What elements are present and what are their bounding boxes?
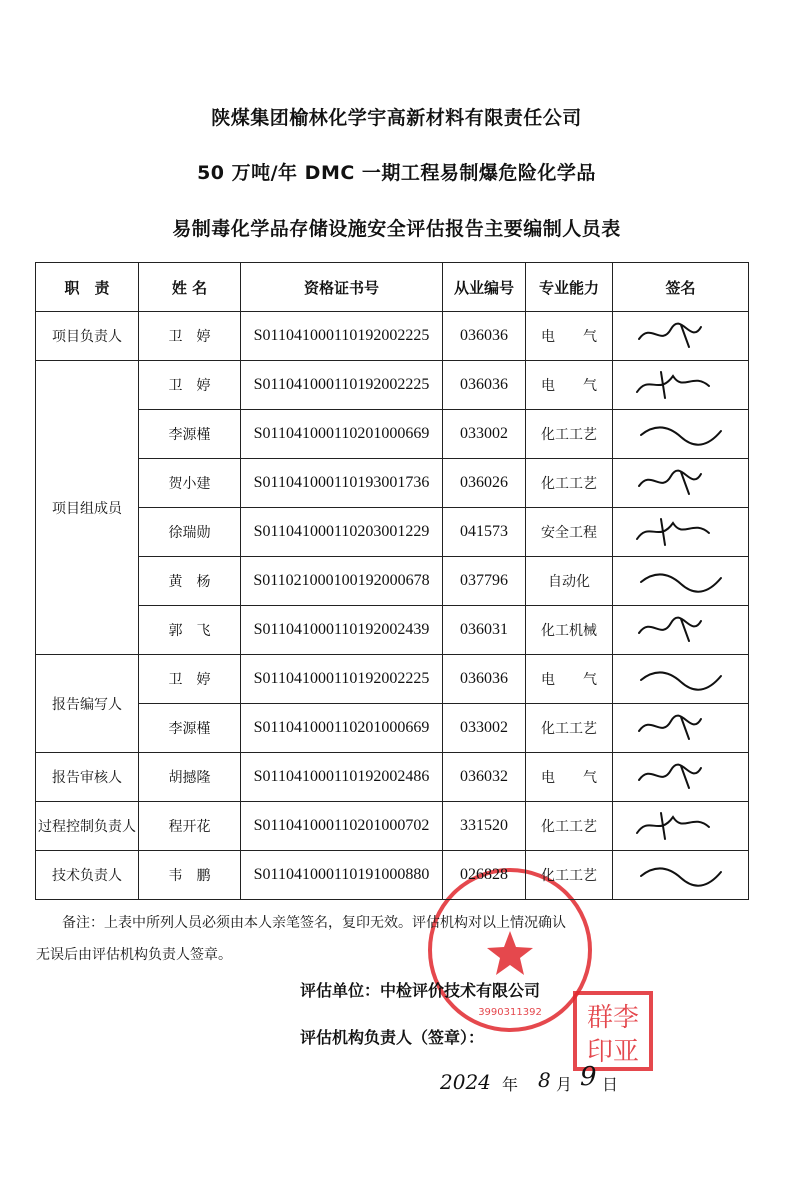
table-row: [36, 802, 749, 851]
handwritten-signature: [631, 856, 731, 894]
staff-table: [35, 262, 749, 900]
cert-number-cell: S011041000110192002225: [241, 655, 443, 704]
skill-cell: 化工机械: [526, 606, 613, 655]
skill-cell: 电 气: [526, 361, 613, 410]
cert-number-cell: S011021000100192000678: [241, 557, 443, 606]
table-row: [36, 312, 749, 361]
name-cell: 黄 杨: [139, 557, 241, 606]
handwritten-signature: [631, 317, 731, 355]
name-cell: 程开花: [139, 802, 241, 851]
svg-text:印亚: 印亚: [586, 1037, 640, 1067]
skill-cell: 化工工艺: [526, 410, 613, 459]
table-row: [36, 557, 749, 606]
practice-number-cell: 036032: [443, 753, 526, 802]
handwritten-signature: [631, 366, 731, 404]
role-cell: 报告编写人: [36, 655, 139, 753]
title-company: 陕煤集团榆林化学宇高新材料有限责任公司: [211, 107, 582, 129]
signature-cell: [613, 802, 749, 851]
column-header: 从业编号: [443, 263, 526, 312]
name-cell: 卫 婷: [139, 655, 241, 704]
practice-number-cell: 037796: [443, 557, 526, 606]
name-cell: 卫 婷: [139, 361, 241, 410]
cert-number-cell: S011041000110191000880: [241, 851, 443, 900]
skill-cell: 化工工艺: [526, 459, 613, 508]
skill-cell: 电 气: [526, 655, 613, 704]
title-table: 易制毒化学品存储设施安全评估报告主要编制人员表: [172, 218, 621, 240]
cert-number-cell: S011041000110201000669: [241, 410, 443, 459]
name-cell: 胡撼隆: [139, 753, 241, 802]
role-cell: 报告审核人: [36, 753, 139, 802]
note-line-2: 无误后由评估机构负责人签章。: [36, 947, 232, 963]
responsible-signature-label: 评估机构负责人（签章）：: [300, 1028, 485, 1047]
name-cell: 韦 鹏: [139, 851, 241, 900]
table-row: [36, 606, 749, 655]
table-row: [36, 704, 749, 753]
date-day-label: 日: [602, 1075, 619, 1094]
table-row: [36, 410, 749, 459]
name-cell: 卫 婷: [139, 312, 241, 361]
table-row: [36, 753, 749, 802]
skill-cell: 化工工艺: [526, 802, 613, 851]
date-month-label: 月: [556, 1075, 573, 1094]
seal-star-icon: [487, 931, 533, 975]
name-cell: 徐瑞勋: [139, 508, 241, 557]
square-personal-seal: [572, 990, 654, 1072]
svg-text:群李: 群李: [586, 1003, 640, 1033]
handwritten-signature: [631, 562, 731, 600]
role-cell: 项目负责人: [36, 312, 139, 361]
skill-cell: 安全工程: [526, 508, 613, 557]
name-cell: 李源槿: [139, 410, 241, 459]
handwritten-signature: [631, 660, 731, 698]
cert-number-cell: S011041000110203001229: [241, 508, 443, 557]
table-header: [36, 263, 749, 312]
signature-cell: [613, 704, 749, 753]
handwritten-signature: [631, 464, 731, 502]
signature-cell: [613, 606, 749, 655]
title-project: 50 万吨/年 DMC 一期工程易制爆危险化学品: [197, 162, 596, 184]
name-cell: 贺小建: [139, 459, 241, 508]
signature-cell: [613, 655, 749, 704]
cert-number-cell: S011041000110192002486: [241, 753, 443, 802]
skill-cell: 电 气: [526, 312, 613, 361]
practice-number-cell: 036026: [443, 459, 526, 508]
practice-number-cell: 036036: [443, 361, 526, 410]
column-header: 签名: [613, 263, 749, 312]
name-cell: 郭 飞: [139, 606, 241, 655]
practice-number-cell: 033002: [443, 410, 526, 459]
date-year: 2024: [440, 1070, 491, 1094]
skill-cell: 自动化: [526, 557, 613, 606]
note-line-1: 备注：上表中所列人员必须由本人亲笔签名，复印无效。评估机构对以上情况确认: [62, 915, 566, 931]
practice-number-cell: 033002: [443, 704, 526, 753]
cert-number-cell: S011041000110192002225: [241, 361, 443, 410]
practice-number-cell: 036036: [443, 655, 526, 704]
signature-cell: [613, 508, 749, 557]
signature-cell: [613, 312, 749, 361]
handwritten-signature: [631, 758, 731, 796]
date-year-label: 年: [502, 1075, 519, 1094]
cert-number-cell: S011041000110193001736: [241, 459, 443, 508]
table-row: [36, 508, 749, 557]
signature-cell: [613, 753, 749, 802]
handwritten-signature: [631, 611, 731, 649]
role-cell: 过程控制负责人: [36, 802, 139, 851]
handwritten-signature: [631, 415, 731, 453]
handwritten-signature: [631, 513, 731, 551]
signature-cell: [613, 557, 749, 606]
name-cell: 李源槿: [139, 704, 241, 753]
column-header: 姓 名: [139, 263, 241, 312]
svg-text:3990311392: 3990311392: [478, 1007, 542, 1018]
table-row: [36, 361, 749, 410]
column-header: 专业能力: [526, 263, 613, 312]
cert-number-cell: S011041000110201000669: [241, 704, 443, 753]
signature-cell: [613, 361, 749, 410]
signature-cell: [613, 410, 749, 459]
practice-number-cell: 331520: [443, 802, 526, 851]
skill-cell: 化工工艺: [526, 851, 613, 900]
signature-cell: [613, 459, 749, 508]
cert-number-cell: S011041000110192002439: [241, 606, 443, 655]
role-cell: 项目组成员: [36, 361, 139, 655]
cert-number-cell: S011041000110192002225: [241, 312, 443, 361]
practice-number-cell: 036036: [443, 312, 526, 361]
practice-number-cell: 026828: [443, 851, 526, 900]
signature-cell: [613, 851, 749, 900]
date-month: 8: [538, 1068, 551, 1092]
table-row: [36, 851, 749, 900]
handwritten-signature: [631, 807, 731, 845]
handwritten-signature: [631, 709, 731, 747]
table-row: [36, 459, 749, 508]
skill-cell: 电 气: [526, 753, 613, 802]
column-header: 资格证书号: [241, 263, 443, 312]
table-row: [36, 655, 749, 704]
skill-cell: 化工工艺: [526, 704, 613, 753]
date-day: 9: [580, 1062, 597, 1092]
column-header: 职 责: [36, 263, 139, 312]
assessment-unit: 评估单位：中检评价技术有限公司: [300, 981, 541, 1000]
practice-number-cell: 041573: [443, 508, 526, 557]
role-cell: 技术负责人: [36, 851, 139, 900]
practice-number-cell: 036031: [443, 606, 526, 655]
cert-number-cell: S011041000110201000702: [241, 802, 443, 851]
